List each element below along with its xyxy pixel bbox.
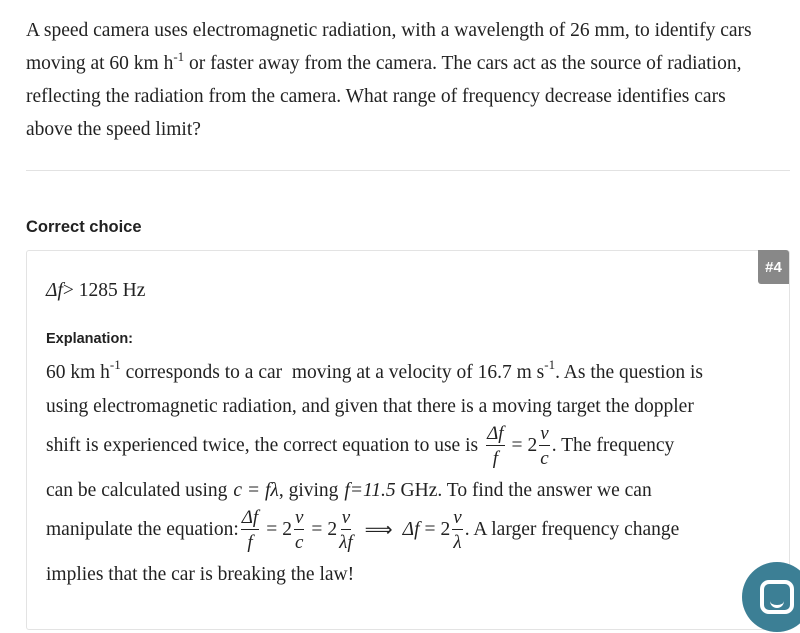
chat-bubble-icon	[760, 580, 794, 614]
fraction-v-over-lambda: $\frac{v}{\lambda}$	[453, 507, 462, 553]
explanation-line-6: implies that the car is breaking the law!	[46, 564, 355, 585]
correct-answer: Δf> 1285 Hz	[46, 280, 146, 301]
fraction-v-over-lambda-f: $\frac{v}{\lambda f}$	[339, 507, 353, 553]
explanation-line-5: manipulate the equation: $\frac{\Delta f}{f}$ = 2 $\frac{v}{c}$ = 2 $\frac{v}{\lambda f}$ ⟹ Δf = 2 $\frac{v}{\lambda}$ . A larger frequency change	[46, 507, 680, 553]
explanation-heading: Explanation:	[46, 331, 134, 347]
divider	[26, 170, 790, 171]
question-text: A speed camera uses electromagnetic radiation, with a wavelength of 26 mm, to identify cars moving at 60 km $h^{-1}$ or faster away from the camera. The cars act as the source of radiation, reflecting the radiation from the camera. What range of frequency decrease identifies cars above the speed limit?	[26, 20, 752, 140]
question-number-badge: #4	[758, 250, 789, 284]
fraction-v-over-c-2: $\frac{v}{c}$	[294, 507, 304, 553]
explanation-line-1: 60 km h $^{-1}$ corresponds to a car moving at a velocity of 16.7 m s $^{-1}$ . As the question is	[46, 357, 703, 383]
fraction-v-over-c: $\frac{v}{c}$	[540, 423, 549, 469]
fraction-df-over-f: $\frac{\Delta f}{f}$	[487, 423, 504, 469]
explanation-line-4: can be calculated using c = fλ , giving f=11.5 GHz. To find the answer we can	[46, 480, 652, 501]
correct-choice-heading: Correct choice	[26, 218, 142, 236]
fraction-df-over-f-2: $\frac{\Delta f}{f}$	[241, 507, 259, 553]
explanation-line-2: using electromagnetic radiation, and given that there is a moving target the doppler	[46, 396, 694, 417]
explanation-line-3: shift is experienced twice, the correct equation to use is $\frac{\Delta f}{f}$ = 2 $\frac{v}{c}$ . The frequency	[46, 423, 675, 469]
